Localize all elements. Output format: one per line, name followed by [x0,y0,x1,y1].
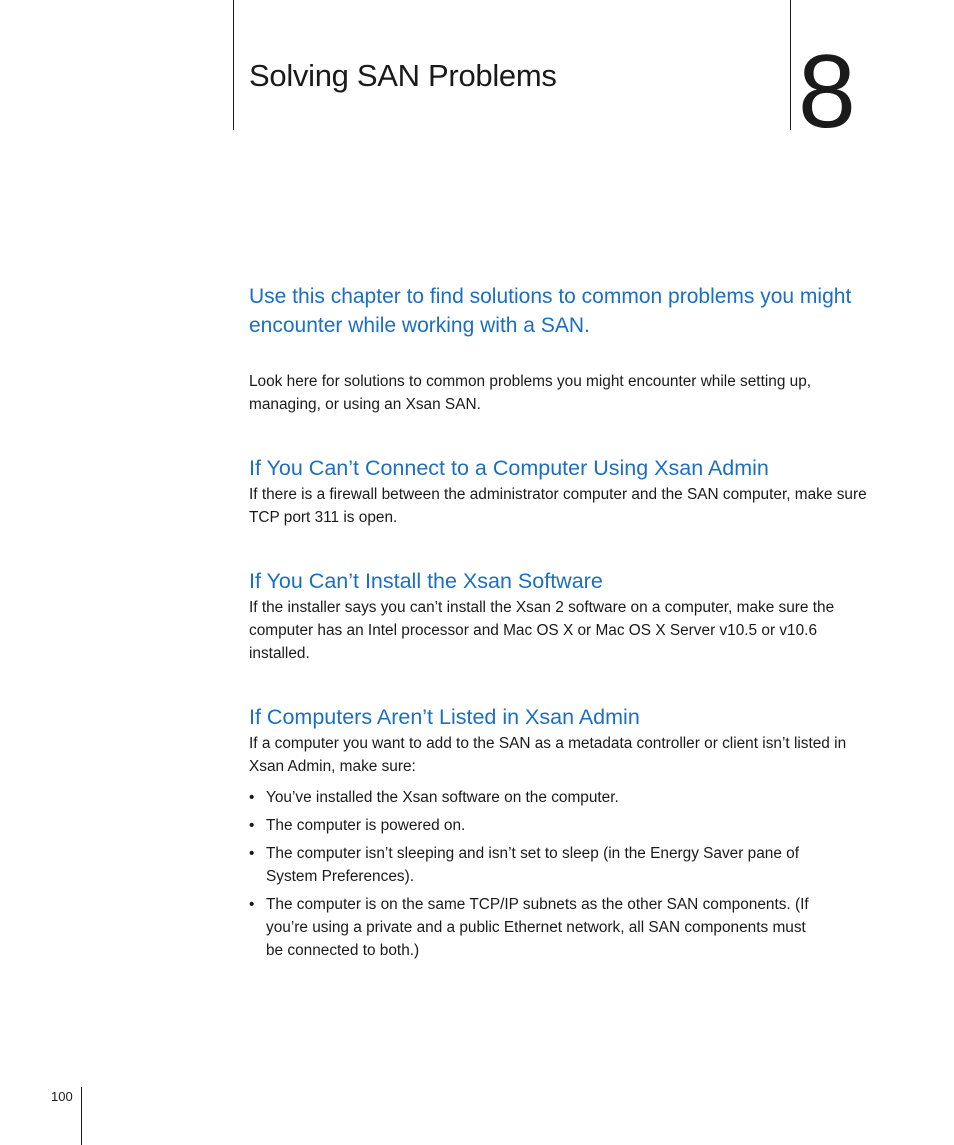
bullet-icon: • [249,789,255,806]
section-body: If the installer says you can’t install the Xsan 2 software on a computer, make sure the computer has an Intel processor and Mac OS X or Mac OS X Server v10.5 or v10.6 installed. [249,599,835,662]
bullet-icon: • [249,845,255,862]
checklist [249,786,879,962]
chapter-title: Solving SAN Problems [249,58,557,93]
list-item [249,842,826,888]
chapter-number: 8 [798,34,856,150]
page-number: 100 [51,1089,73,1104]
section-heading: If You Can’t Connect to a Computer Using Xsan Admin [249,456,769,480]
section-body: If there is a firewall between the administrator computer and the SAN computer, make sure TCP port 311 is open. [249,486,867,526]
lead-paragraph: Look here for solutions to common problems you might encounter while setting up, managing, or using an Xsan SAN. [249,373,812,413]
list-item-text: You’ve installed the Xsan software on the computer. [266,789,619,806]
section-body: If a computer you want to add to the SAN as a metadata controller or client isn’t listed in Xsan Admin, make sure: [249,735,847,775]
list-item [249,786,826,809]
chapter-intro: Use this chapter to find solutions to common problems you might encounter while working with a SAN. [249,285,852,337]
section-connect [249,455,879,529]
list-item [249,893,826,962]
chapter-rule-left [233,0,234,130]
section-install [249,568,879,665]
list-item-text: The computer is on the same TCP/IP subnets as the other SAN components. (If you’re using a private and a public Ethernet network, all SAN components must be connected to both.) [266,896,809,959]
section-computers-listed [249,704,879,967]
footer-rule [81,1087,82,1145]
bullet-icon: • [249,896,255,913]
section-heading: If You Can’t Install the Xsan Software [249,569,603,593]
list-item-text: The computer isn’t sleeping and isn’t set to sleep (in the Energy Saver pane of System Preferences). [266,845,799,885]
list-item [249,814,826,837]
list-item-text: The computer is powered on. [266,817,466,834]
section-heading: If Computers Aren’t Listed in Xsan Admin [249,705,640,729]
chapter-rule-right [790,0,791,130]
bullet-icon: • [249,817,255,834]
